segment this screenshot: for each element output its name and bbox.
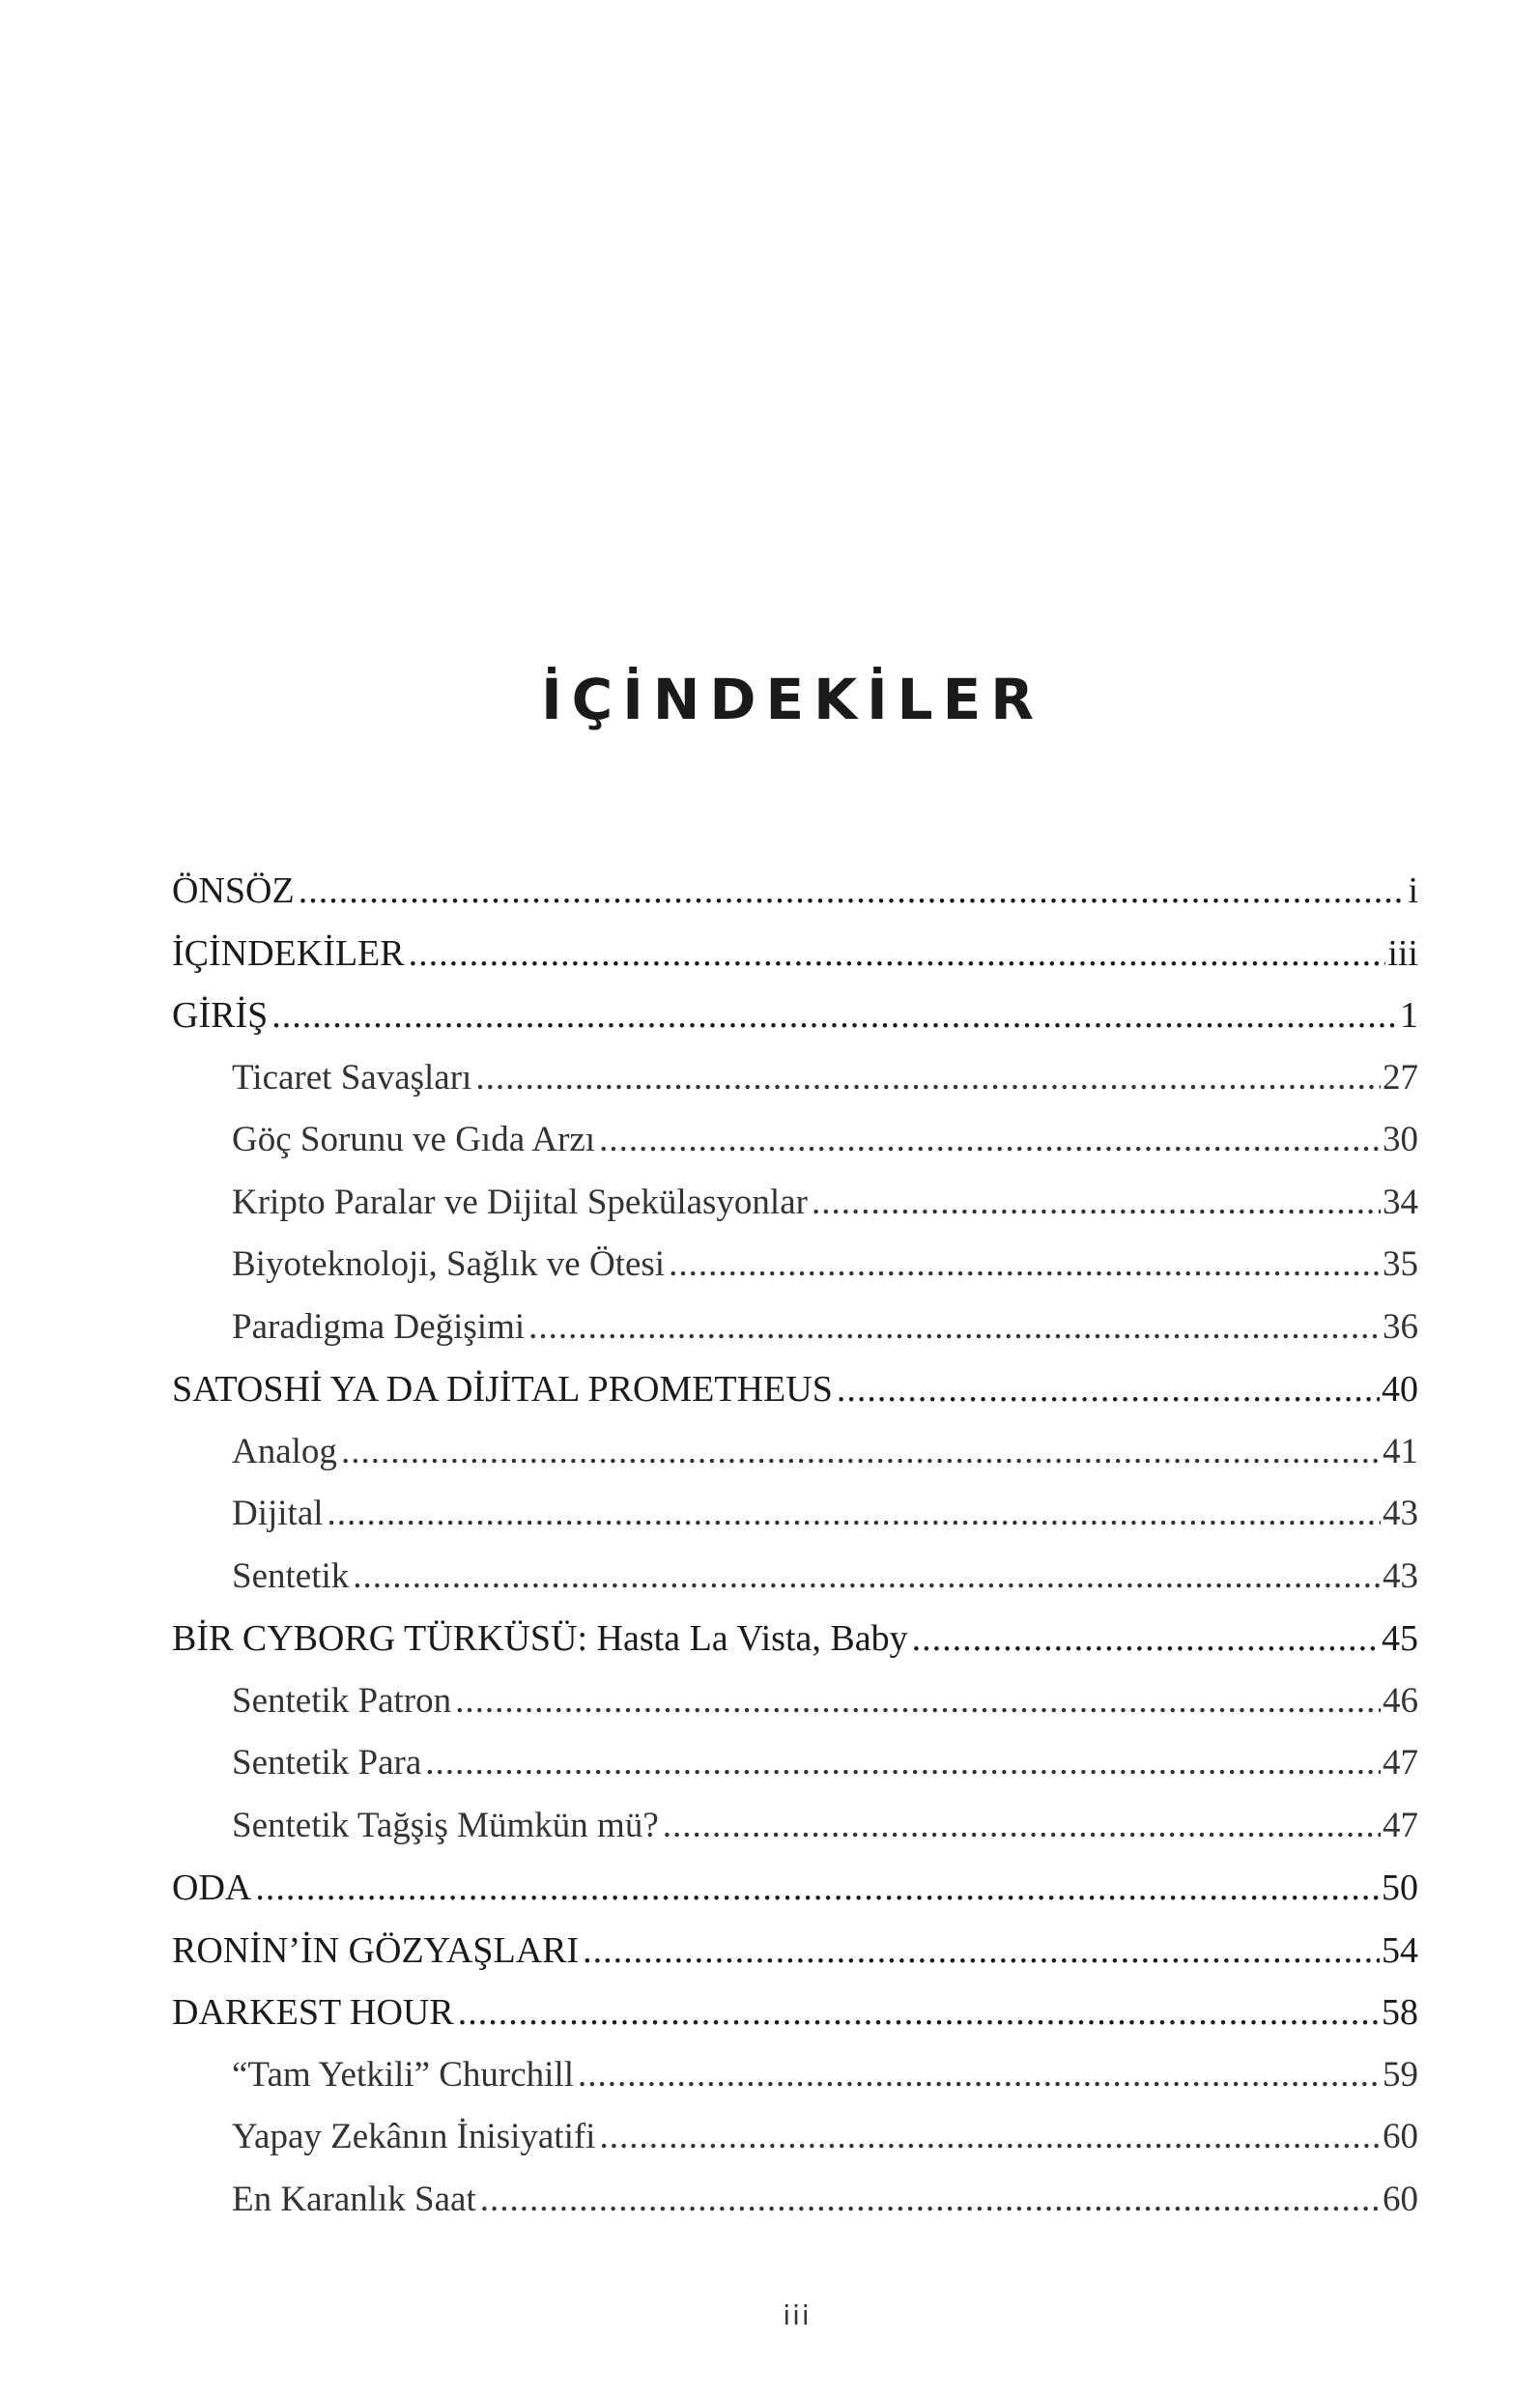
toc-entry-page: 47 [1383,1743,1418,1783]
dot-leader [299,860,1407,923]
toc-entry-page: 30 [1383,1120,1418,1159]
toc-section-entry[interactable] [172,2169,1418,2232]
toc-entry-page: 1 [1400,995,1418,1036]
toc-entry-title: En Karanlık Saat [232,2179,476,2219]
toc-entry-title: Ticaret Savaşları [232,1057,472,1098]
toc-entry-page: 54 [1382,1929,1418,1971]
dot-leader [912,1608,1380,1670]
toc-section-entry[interactable] [172,2106,1418,2169]
toc-section-entry[interactable] [172,1483,1418,1546]
page-title: İÇİNDEKİLER [541,667,1043,732]
toc-entry-page: 34 [1383,1182,1418,1222]
toc-section-entry[interactable] [172,1109,1418,1172]
toc-entry-page: 60 [1383,2117,1418,2156]
dot-leader [578,2044,1381,2107]
dot-leader [812,1172,1381,1235]
dot-leader [583,1920,1380,1982]
dot-leader [837,1358,1380,1421]
toc-entry-title: “Tam Yetkili” Churchill [232,2054,575,2095]
dot-leader [353,1546,1381,1609]
toc-section-entry[interactable] [172,1421,1418,1484]
toc-section-entry[interactable] [172,1670,1418,1733]
toc-entry-page: i [1408,870,1418,911]
toc-entry-page: 60 [1383,2179,1418,2219]
toc-section-entry[interactable] [172,1795,1418,1858]
toc-entry-title: ODA [172,1868,252,1908]
dot-leader [425,1732,1381,1795]
toc-chapter-entry[interactable] [172,1982,1418,2044]
toc-entry-page: 43 [1383,1555,1418,1596]
dot-leader [480,2169,1381,2232]
toc-entry-page: 40 [1382,1369,1418,1410]
toc-chapter-entry[interactable] [172,1920,1418,1982]
toc-entry-page: 47 [1383,1805,1418,1845]
toc-entry-page: 27 [1383,1057,1418,1098]
toc-entry-title: Göç Sorunu ve Gıda Arzı [232,1120,596,1159]
toc-section-entry[interactable] [172,1047,1418,1110]
toc-section-entry[interactable] [172,1297,1418,1359]
toc-chapter-entry[interactable] [172,860,1418,923]
dot-leader [255,1857,1380,1920]
toc-entry-title: Yapay Zekânın İnisiyatifi [232,2117,596,2156]
toc-entry-title: RONİN’İN GÖZYAŞLARI [172,1929,580,1971]
toc-entry-title: Biyoteknoloji, Sağlık ve Ötesi [232,1244,666,1284]
dot-leader [328,1483,1381,1546]
toc-entry-page: 59 [1383,2054,1418,2095]
toc-entry-page: iii [1387,932,1418,974]
toc-entry-page: 41 [1383,1431,1418,1471]
toc-entry-title: İÇİNDEKİLER [172,932,405,974]
dot-leader [341,1421,1381,1484]
toc-entry-title: Sentetik Tağşiş Mümkün mü? [232,1805,659,1845]
toc-entry-title: DARKEST HOUR [172,1992,454,2033]
toc-entry-title: Dijital [232,1494,324,1533]
toc-entry-title: BİR CYBORG TÜRKÜSÜ: Hasta La Vista, Baby [172,1618,908,1659]
dot-leader [669,1234,1381,1297]
dot-leader [663,1795,1381,1858]
toc-entry-title: Paradigma Değişimi [232,1306,526,1347]
toc-entry-title: Kripto Paralar ve Dijital Spekülasyonlar [232,1182,808,1222]
toc-section-entry[interactable] [172,1546,1418,1609]
dot-leader [271,984,1398,1047]
toc-entry-page: 35 [1383,1244,1418,1284]
toc-entry-title: ÖNSÖZ [172,870,295,911]
toc-entry-page: 45 [1382,1618,1418,1659]
toc-chapter-entry[interactable] [172,1608,1418,1670]
toc-chapter-entry[interactable] [172,984,1418,1047]
dot-leader [528,1297,1381,1359]
toc-entry-title: Sentetik Para [232,1743,422,1783]
toc-section-entry[interactable] [172,2044,1418,2107]
dot-leader [475,1047,1381,1110]
toc-chapter-entry[interactable] [172,923,1418,985]
toc-section-entry[interactable] [172,1234,1418,1297]
toc-chapter-entry[interactable] [172,1857,1418,1920]
toc-entry-title: GİRİŞ [172,995,269,1036]
page-number: iii [783,2299,812,2331]
dot-leader [599,1109,1381,1172]
dot-leader [458,1982,1380,2044]
toc-entry-title: Sentetik [232,1555,350,1596]
toc-entry-page: 46 [1383,1680,1418,1721]
dot-leader [599,2106,1381,2169]
toc-entry-title: SATOSHİ YA DA DİJİTAL PROMETHEUS [172,1369,833,1410]
toc-entry-title: Sentetik Patron [232,1680,452,1721]
toc-entry-page: 43 [1383,1494,1418,1533]
toc-entry-title: Analog [232,1431,337,1471]
table-of-contents [172,860,1418,2231]
toc-chapter-entry[interactable] [172,1358,1418,1421]
toc-entry-page: 36 [1383,1306,1418,1347]
toc-entry-page: 50 [1382,1868,1418,1908]
toc-section-entry[interactable] [172,1732,1418,1795]
toc-section-entry[interactable] [172,1172,1418,1235]
toc-entry-page: 58 [1382,1992,1418,2033]
dot-leader [455,1670,1381,1733]
dot-leader [409,923,1386,985]
